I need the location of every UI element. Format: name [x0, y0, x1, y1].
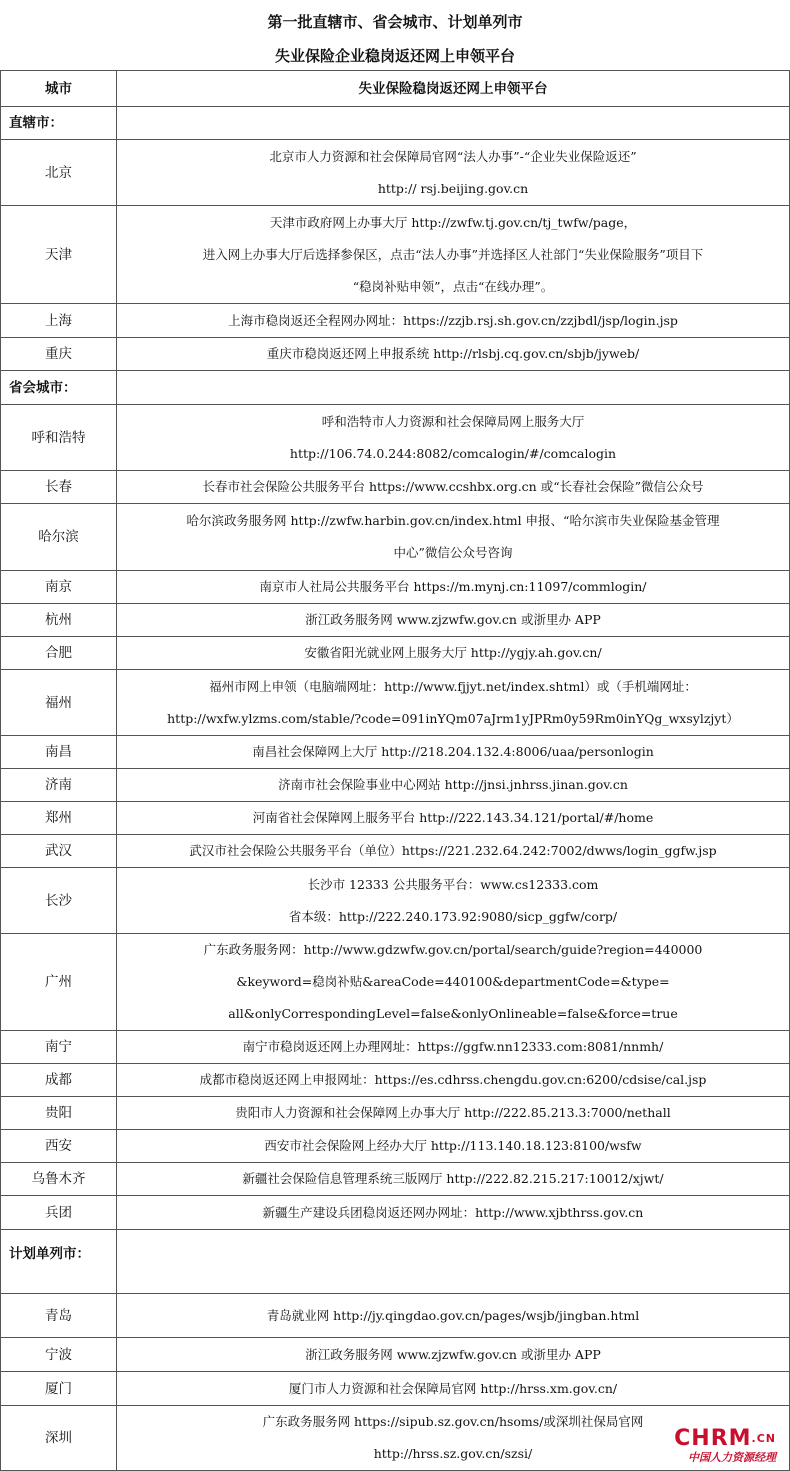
table-row: [1, 604, 790, 637]
platform-text-line: 西安市社会保险网上经办大厅 http://113.140.18.123:8100/wsfw: [264, 1138, 642, 1153]
platform-cell: [117, 604, 790, 637]
platform-cell: [117, 1294, 790, 1338]
city-cell: 福州: [1, 670, 117, 736]
table-row: [1, 504, 790, 571]
city-cell: 深圳: [1, 1406, 117, 1471]
platform-text-line: 福州市网上申领（电脑端网址：http://www.fjjyt.net/index.shtml）或（手机端网址：: [209, 678, 697, 694]
platform-text-line: all&onlyCorrespondingLevel=false&onlyOnlineable=false&force=true: [228, 1006, 678, 1021]
platform-cell: [117, 736, 790, 769]
logo-brand: CHRM: [674, 1426, 752, 1451]
table-row: [1, 736, 790, 769]
city-cell: 乌鲁木齐: [1, 1163, 117, 1196]
city-cell: 郑州: [1, 802, 117, 835]
city-cell: 重庆: [1, 338, 117, 371]
table-row: [1, 1097, 790, 1130]
city-cell: 西安: [1, 1130, 117, 1163]
table-row: [1, 304, 790, 338]
section-empty-cell: [117, 107, 790, 140]
platform-cell: [117, 1163, 790, 1196]
city-cell: 兵团: [1, 1196, 117, 1230]
platform-cell: [117, 405, 790, 471]
table-row: [1, 471, 790, 504]
platform-text-line: 新疆生产建设兵团稳岗返还网办网址：http://www.xjbthrss.gov.cn: [262, 1204, 644, 1220]
city-cell: 武汉: [1, 835, 117, 868]
platform-text-line: http:// rsj.beijing.gov.cn: [377, 180, 529, 196]
table-row: [1, 1031, 790, 1064]
platform-text-line: 广东政务服务网：http://www.gdzwfw.gov.cn/portal/search/guide?region=440000: [203, 942, 703, 957]
platform-text-line: 重庆市稳岗返还网上申报系统 http://rlsbj.cq.gov.cn/sbjb/jyweb/: [266, 346, 640, 361]
table-row: [1, 802, 790, 835]
platform-text-line: &keyword=稳岗补贴&areaCode=440100&departmentCode=&type=: [236, 974, 670, 989]
city-cell: 杭州: [1, 604, 117, 637]
table-row: [1, 934, 790, 1031]
platform-text-line: 济南市社会保险事业中心网站 http://jnsi.jnhrss.jinan.gov.cn: [278, 777, 628, 792]
platform-text-line: http://hrss.sz.gov.cn/szsi/: [373, 1446, 533, 1461]
platform-text-line: 南昌社会保障网上大厅 http://218.204.132.4:8006/uaa/personlogin: [252, 744, 654, 759]
table-row: [1, 637, 790, 670]
document-title-line1: 第一批直辖市、省会城市、计划单列市: [267, 13, 523, 31]
platform-text-line: 省本级：http://222.240.173.92:9080/sicp_ggfw/corp/: [288, 908, 618, 924]
section-empty-cell: [117, 1230, 790, 1294]
platform-cell: [117, 571, 790, 604]
header-row: [1, 71, 790, 107]
platform-text-line: 贵阳市人力资源和社会保障网上办事大厅 http://222.85.213.3:7000/nethall: [235, 1105, 671, 1120]
platform-text-line: 安徽省阳光就业网上服务大厅 http://ygjy.ah.gov.cn/: [304, 645, 602, 660]
platform-cell: [117, 1338, 790, 1372]
city-cell: 成都: [1, 1064, 117, 1097]
section-empty-cell: [117, 371, 790, 405]
platform-cell: [117, 471, 790, 504]
city-cell: 哈尔滨: [1, 504, 117, 571]
section-row: [1, 107, 790, 140]
table-row: [1, 405, 790, 471]
platform-cell: [117, 637, 790, 670]
section-row: [1, 1230, 790, 1294]
platform-text-line: 中心”微信公众号咨询: [393, 545, 513, 560]
platform-text-line: http://wxfw.ylzms.com/stable/?code=091inYQm07aJrm1yJPRm0y59Rm0inYQg_wxsylzjyt）: [167, 710, 739, 726]
table-row: [1, 1406, 790, 1471]
platform-text-line: 青岛就业网 http://jy.qingdao.gov.cn/pages/wsjb/jingban.html: [266, 1307, 640, 1323]
city-cell: 南昌: [1, 736, 117, 769]
table-row: [1, 1338, 790, 1372]
platform-text-line: 北京市人力资源和社会保障局官网“法人办事”-“企业失业保险返还”: [269, 148, 637, 164]
platform-cell: [117, 835, 790, 868]
platform-text-line: 哈尔滨政务服务网 http://zwfw.harbin.gov.cn/index.html 申报、“哈尔滨市失业保险基金管理: [186, 513, 720, 528]
platform-cell: [117, 670, 790, 736]
platform-cell: [117, 1196, 790, 1230]
city-cell: 广州: [1, 934, 117, 1031]
platform-text-line: “稳岗补贴申领”，点击“在线办理”。: [352, 278, 554, 294]
platform-cell: [117, 1064, 790, 1097]
table-row: [1, 769, 790, 802]
table-row: [1, 835, 790, 868]
platform-cell: [117, 338, 790, 371]
platform-text-line: 南京市人社局公共服务平台 https://m.mynj.cn:11097/commlogin/: [259, 579, 647, 594]
header-city: 城市: [1, 71, 117, 107]
city-cell: 青岛: [1, 1294, 117, 1338]
city-cell: 南京: [1, 571, 117, 604]
section-label: 计划单列市：: [1, 1230, 117, 1294]
platform-cell: [117, 769, 790, 802]
table-row: [1, 206, 790, 304]
logo-suffix: .CN: [751, 1432, 776, 1445]
table-row: [1, 338, 790, 371]
city-cell: 长沙: [1, 868, 117, 934]
section-label: 直辖市：: [1, 107, 117, 140]
platform-text-line: 南宁市稳岗返还网上办理网址：https://ggfw.nn12333.com:8081/nnmh/: [242, 1039, 664, 1054]
table-body: [1, 71, 790, 1471]
city-cell: 合肥: [1, 637, 117, 670]
chrm-logo: [674, 1427, 776, 1464]
platform-text-line: 呼和浩特市人力资源和社会保障局网上服务大厅: [321, 413, 585, 429]
platform-cell: [117, 1130, 790, 1163]
city-cell: 上海: [1, 304, 117, 338]
platform-text-line: 天津市政府网上办事大厅 http://zwfw.tj.gov.cn/tj_twfw/page，: [269, 214, 637, 230]
platform-cell: [117, 504, 790, 571]
platform-text-line: 浙江政务服务网 www.zjzwfw.gov.cn 或浙里办 APP: [305, 1346, 601, 1362]
table-row: [1, 140, 790, 206]
platform-cell: [117, 304, 790, 338]
platform-cell: [117, 802, 790, 835]
table-row: [1, 1196, 790, 1230]
city-cell: 呼和浩特: [1, 405, 117, 471]
platform-cell: [117, 1031, 790, 1064]
section-row: [1, 371, 790, 405]
platform-text-line: 河南省社会保障网上服务平台 http://222.143.34.121/portal/#/home: [252, 810, 654, 825]
platform-text-line: 长春市社会保险公共服务平台 https://www.ccshbx.org.cn 或“长春社会保险”微信公众号: [202, 479, 704, 494]
platform-text-line: 厦门市人力资源和社会保障局官网 http://hrss.xm.gov.cn/: [288, 1380, 618, 1396]
city-cell: 贵阳: [1, 1097, 117, 1130]
table-row: [1, 571, 790, 604]
table-row: [1, 1064, 790, 1097]
city-cell: 北京: [1, 140, 117, 206]
table-row: [1, 1372, 790, 1406]
logo-tagline: 中国人力资源经理: [688, 1451, 776, 1464]
document-title-line2: 失业保险企业稳岗返还网上申领平台: [274, 47, 515, 65]
city-cell: 长春: [1, 471, 117, 504]
table-row: [1, 670, 790, 736]
platform-table: [0, 70, 790, 1471]
platform-text-line: 长沙市 12333 公共服务平台：www.cs12333.com: [307, 876, 599, 892]
platform-text-line: 广东政务服务网 https://sipub.sz.gov.cn/hsoms/或深圳社保局官网: [262, 1414, 644, 1429]
platform-text-line: 进入网上办事大厅后选择参保区，点击“法人办事”并选择区人社部门“失业保险服务”项目下: [202, 246, 704, 262]
platform-cell: [117, 1372, 790, 1406]
platform-cell: [117, 1097, 790, 1130]
platform-cell: [117, 206, 790, 304]
platform-text-line: http://106.74.0.244:8082/comcalogin/#/comcalogin: [289, 445, 617, 461]
table-row: [1, 1294, 790, 1338]
table-row: [1, 1163, 790, 1196]
platform-cell: [117, 934, 790, 1031]
platform-cell: [117, 140, 790, 206]
section-label: 省会城市：: [1, 371, 117, 405]
city-cell: 宁波: [1, 1338, 117, 1372]
platform-text-line: 成都市稳岗返还网上申报网址：https://es.cdhrss.chengdu.gov.cn:6200/cdsise/cal.jsp: [199, 1072, 707, 1087]
table-row: [1, 868, 790, 934]
platform-text-line: 上海市稳岗返还全程网办网址：https://zzjb.rsj.sh.gov.cn/zzjbdl/jsp/login.jsp: [228, 312, 678, 328]
platform-text-line: 武汉市社会保险公共服务平台（单位）https://221.232.64.242:7002/dwws/login_ggfw.jsp: [189, 843, 717, 858]
platform-text-line: 浙江政务服务网 www.zjzwfw.gov.cn 或浙里办 APP: [305, 612, 601, 627]
header-platform: 失业保险稳岗返还网上申领平台: [117, 71, 790, 107]
table-row: [1, 1130, 790, 1163]
platform-cell: [117, 868, 790, 934]
city-cell: 济南: [1, 769, 117, 802]
city-cell: 天津: [1, 206, 117, 304]
city-cell: 厦门: [1, 1372, 117, 1406]
city-cell: 南宁: [1, 1031, 117, 1064]
platform-text-line: 新疆社会保险信息管理系统三版网厅 http://222.82.215.217:10012/xjwt/: [242, 1171, 664, 1186]
